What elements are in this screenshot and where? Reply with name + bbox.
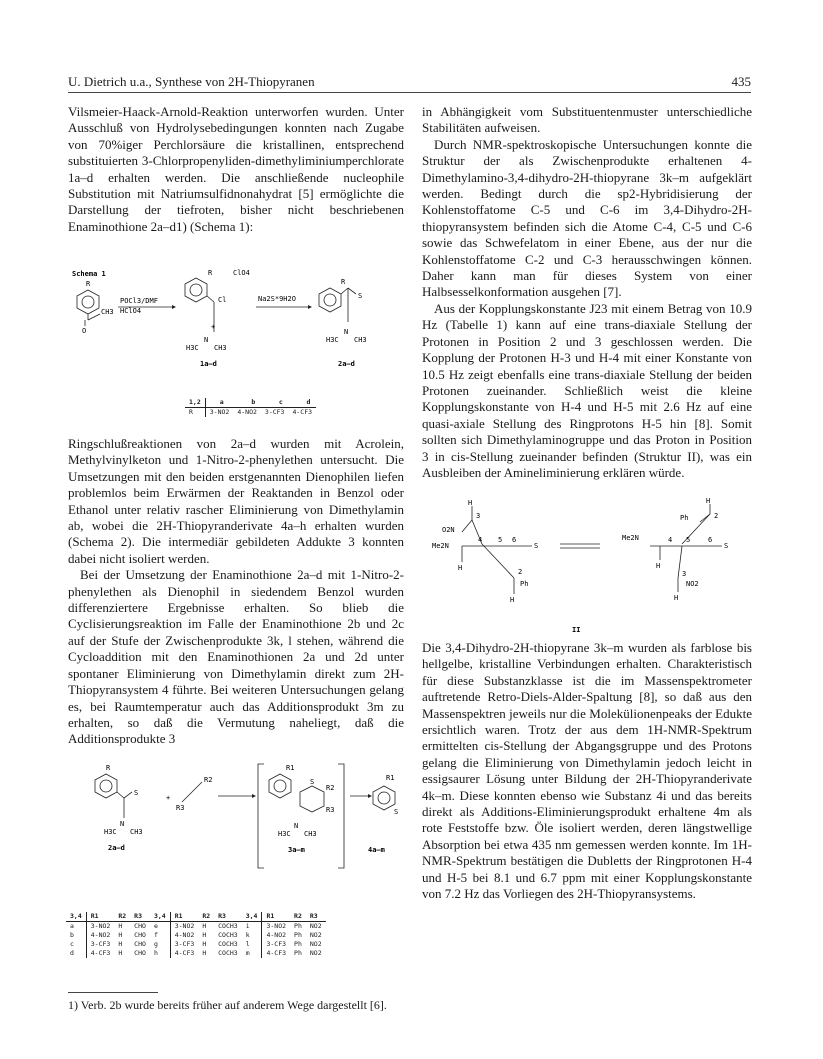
table-row: 1,2 a b c d xyxy=(185,398,316,408)
svg-text:S: S xyxy=(310,778,315,786)
schema1-anion: ClO4 xyxy=(233,269,250,277)
svg-text:S: S xyxy=(134,789,139,797)
svg-text:CH3: CH3 xyxy=(130,828,143,836)
footnote-rule xyxy=(68,992,158,993)
schema1-benzene-ring-3 xyxy=(319,288,356,322)
right-column-top xyxy=(422,104,752,481)
footnote: 1) Verb. 2b wurde bereits früher auf anderem Wege dargestellt [6]. xyxy=(68,998,387,1012)
svg-text:H3C: H3C xyxy=(186,344,199,352)
table-row: c 3-CF3 H CHO g 3-CF3 H COCH3 l 3-CF3 Ph NO2 xyxy=(66,940,326,949)
svg-text:6: 6 xyxy=(512,536,517,544)
schema2-label-3: 3a–m xyxy=(288,846,305,854)
svg-text:O: O xyxy=(82,327,87,335)
svg-text:S: S xyxy=(358,292,363,300)
left-para2: Ringschlußreaktionen von 2a–d wurden mit Acrolein, Methylvinylketon und 1-Nitro-2-phenylethen untersucht. Die Umsetzungen mit den beiden erstgenannten Dienophilen liefen problemlos beim Erwärmen der Reaktanden in Benzol oder Ethanol unter relativ rascher Eliminierung von Dimethylamin ab, wobei die 2H-Thiopyranderivate 4a–h erhalten wurden (Schema 2). Die intermediär gebildeten Addukte 3 konnten dabei nicht isoliert werden. xyxy=(68,436,404,566)
page-number: 435 xyxy=(731,74,751,89)
svg-text:Me2N: Me2N xyxy=(432,542,449,550)
schema2-product-ring xyxy=(373,786,395,810)
svg-text:N: N xyxy=(204,336,209,344)
right-para3: Aus der Kopplungskonstante J23 mit einem Betrag von 10.9 Hz (Tabelle 1) kann auf eine trans-diaxiale Stellung der Protonen in Position 2 und 3 geschlossen werden. Die Kopplung der Protonen H-3 und H-4 mit einer Konstante von 10.5 Hz zeigt ebenfalls eine trans-diaxiale Stellung der beiden Protonen zueinander. Schließlich weist die kleine Kopplungskonstante von H-4 und H-5 mit 2.6 Hz auf eine quasi-axiale Stellung des Ringprotons H-5 hin [8]. Somit sollten sich Dimethylaminogruppe und das Proton in Position 3 in cis-Stellung zueinander befinden (Struktur II), was ein Ausbleiben der Amineliminierung erklären würde. xyxy=(422,300,752,480)
table-row: R 3-NO2 4-NO2 3-CF3 4-CF3 xyxy=(185,408,316,418)
svg-text:H3C: H3C xyxy=(104,828,117,836)
svg-text:H: H xyxy=(510,596,515,604)
schema2-dienophile xyxy=(182,782,202,802)
svg-text:6: 6 xyxy=(708,536,713,544)
svg-text:R2: R2 xyxy=(326,784,335,792)
svg-text:Cl: Cl xyxy=(218,296,227,304)
svg-text:CH3: CH3 xyxy=(354,336,367,344)
svg-text:2: 2 xyxy=(714,512,719,520)
schema1-substituent-table xyxy=(185,398,316,417)
svg-text:4: 4 xyxy=(668,536,673,544)
svg-text:S: S xyxy=(534,542,539,550)
svg-text:S: S xyxy=(724,542,729,550)
schema2-label-4: 4a–m xyxy=(368,846,385,854)
svg-text:R2: R2 xyxy=(204,776,213,784)
left-para3: Bei der Umsetzung der Enaminothione 2a–d mit 1-Nitro-2-phenylethen als Dienophil in siedendem Benzol wurden differenziertere Ergebnisse erhalten. So blieb die Cyclisierungsreaktion im Falle der Enaminothione 2b und 2c auf der Stufe der Zwischenprodukte 3k, l stehen, während die Cycloaddition mit den Enaminothionen 2a und 2d unter spontaner Eliminierung von Dimethylamin direkt zum 2H-Thiopyransystem 4 führte. Bei weiteren Untersuchungen gelang es, bei Raumtemperatur auch das Additionsprodukt 3m zu erhalten, so daß die Vermutung naheliegt, daß die Additionsprodukte 3 xyxy=(68,567,404,747)
table-row: a 3-NO2 H CHO e 3-NO2 H COCH3 i 3-NO2 Ph NO2 xyxy=(66,922,326,932)
svg-text:R1: R1 xyxy=(286,764,295,772)
svg-text:Ph: Ph xyxy=(520,580,529,588)
schema2-benzene-ring-1 xyxy=(95,774,132,818)
running-header xyxy=(68,74,751,90)
schema1-label-2: 2a–d xyxy=(338,360,355,368)
svg-text:CH3: CH3 xyxy=(304,830,317,838)
left-para1: Vilsmeier-Haack-Arnold-Reaktion unterworfen wurden. Unter Ausschluß von Hydrolysebedingungen konnten nach Zugabe von 70%iger Perchlorsäure die kristallinen, entsprechend substituierten 3-Chlorpropenyliden-dimethyliminiumperchlorate 1a–d erhalten werden. Die anschließende nucleophile Substitution mit Natriumsulfidnonahydrat [5] ermöglichte die Darstellung der tiefroten, bisher nicht beschriebenen Enaminothione 2a–d1) (Schema 1): xyxy=(68,104,404,234)
schema2-bracket-left xyxy=(258,764,264,868)
svg-text:H3C: H3C xyxy=(326,336,339,344)
svg-text:+: + xyxy=(166,794,171,802)
svg-text:CH3: CH3 xyxy=(101,308,114,316)
svg-text:H: H xyxy=(458,564,463,572)
svg-text:CH3: CH3 xyxy=(214,344,227,352)
svg-text:Me2N: Me2N xyxy=(622,534,639,542)
right-para4: Die 3,4-Dihydro-2H-thiopyrane 3k–m wurden als farblose bis hellgelbe, kristalline Verbindungen erhalten. Charakteristisch für diese Substanzklasse ist die im Massenspektrometer auftretende Retro-Diels-Alder-Spaltung [8], so daß aus den Massenspektren jeweils nur die Molekülionenpeaks der Edukte ersichtlich waren. Trotz der aus dem 1H-NMR-Spektrum ermittelten cis-Stellung der Abgangsgruppe und des Protons gelang die Eliminierung von Dimethylamin jedoch leicht in essigsaurer Lösung unter Bildung der 2H-Thiopyranderivate 4k–m. Diese konnten ebenso wie Substanz 4i und das bereits direkt als Additions-Eliminierungsprodukt erhaltene 4m als rote Feststoffe bzw. Öle isoliert werden, deren längstwellige Absorption bei etwa 435 nm gemessen werden konnte. Im 1H-NMR-Spektrum bestätigen die Dubletts der Ringprotonen H-4 und H-5 bei 8.1 und 6.7 ppm mit einer Kopplungskonstante von 7.2 Hz das Vorliegen des 2H-Thiopyransystems. xyxy=(422,640,752,902)
schema1-reagent2: Na2S*9H2O xyxy=(258,295,296,303)
svg-text:N: N xyxy=(120,820,125,828)
svg-text:O2N: O2N xyxy=(442,526,455,534)
svg-text:4: 4 xyxy=(478,536,483,544)
svg-text:R3: R3 xyxy=(326,806,335,814)
schema1-benzene-ring-2 xyxy=(185,278,214,332)
svg-text:3: 3 xyxy=(682,570,687,578)
svg-text:2: 2 xyxy=(518,568,523,576)
svg-text:R3: R3 xyxy=(176,804,185,812)
svg-text:N: N xyxy=(294,822,299,830)
schema1-title: Schema 1 xyxy=(72,270,106,278)
right-para2: Durch NMR-spektroskopische Untersuchungen konnte die Struktur der als Zwischenprodukte erhaltenen 4-Dimethylamino-3,4-dihydro-2H-thiopyrane 3k–m aufgeklärt werden. Bedingt durch die sp2-Hybridisierung der Kohlenstoffatome C-5 und C-6 im 3,4-Dihydro-2H-thiopyransystem befinden sich die Atome C-4, C-5 und C-6 sowie das Schwefelatom in einer Ebene, aus der nur die Kohlenstoffatome C-2 und C-3 herausschwingen können. Daher kann man für dieses System von einer Halbsesselkonformation ausgehen [7]. xyxy=(422,136,752,300)
structure-ii-figure xyxy=(432,496,752,636)
svg-text:3: 3 xyxy=(476,512,481,520)
schema2-substituent-table xyxy=(66,912,326,958)
svg-text:5: 5 xyxy=(498,536,503,544)
svg-text:R: R xyxy=(208,269,213,277)
svg-text:Ph: Ph xyxy=(680,514,689,522)
svg-text:+: + xyxy=(211,323,216,331)
schema2-adduct-ring xyxy=(269,774,324,812)
schema2-figure xyxy=(68,760,408,885)
svg-text:R: R xyxy=(106,764,111,772)
schema1-label-1: 1a–d xyxy=(200,360,217,368)
svg-text:S: S xyxy=(394,808,399,816)
svg-text:H: H xyxy=(674,594,679,602)
svg-text:NO2: NO2 xyxy=(686,580,699,588)
svg-text:5: 5 xyxy=(686,536,691,544)
svg-text:R: R xyxy=(341,278,346,286)
schema1-benzene-ring-1 xyxy=(77,290,100,326)
right-para1: in Abhängigkeit vom Substituentenmuster unterschiedliche Stabilitäten aufweisen. xyxy=(422,104,752,136)
table-row: b 4-NO2 H CHO f 4-NO2 H COCH3 k 4-NO2 Ph NO2 xyxy=(66,931,326,940)
svg-text:R1: R1 xyxy=(386,774,395,782)
schema1-reagent1b: HClO4 xyxy=(120,307,142,315)
table-row: 3,4 R1 R2 R3 3,4 R1 R2 R3 3,4 R1 R2 R3 xyxy=(66,912,326,922)
left-column-para1 xyxy=(68,104,404,235)
right-column-bottom xyxy=(422,640,752,903)
structure-ii-label: II xyxy=(572,626,581,634)
svg-text:N: N xyxy=(344,328,349,336)
header-rule xyxy=(68,92,751,93)
svg-text:H: H xyxy=(468,499,473,507)
svg-text:H: H xyxy=(706,497,711,505)
table-row: d 4-CF3 H CHO h 4-CF3 H COCH3 m 4-CF3 Ph NO2 xyxy=(66,949,326,958)
schema2-label-2: 2a–d xyxy=(108,844,125,852)
left-column-body xyxy=(68,436,404,748)
svg-text:H3C: H3C xyxy=(278,830,291,838)
svg-text:R: R xyxy=(86,280,91,288)
schema2-bracket-right xyxy=(338,764,344,868)
svg-text:H: H xyxy=(656,562,661,570)
running-title: U. Dietrich u.a., Synthese von 2H-Thiopyranen xyxy=(68,74,315,89)
schema1-reagent1a: POCl3/DMF xyxy=(120,297,158,305)
